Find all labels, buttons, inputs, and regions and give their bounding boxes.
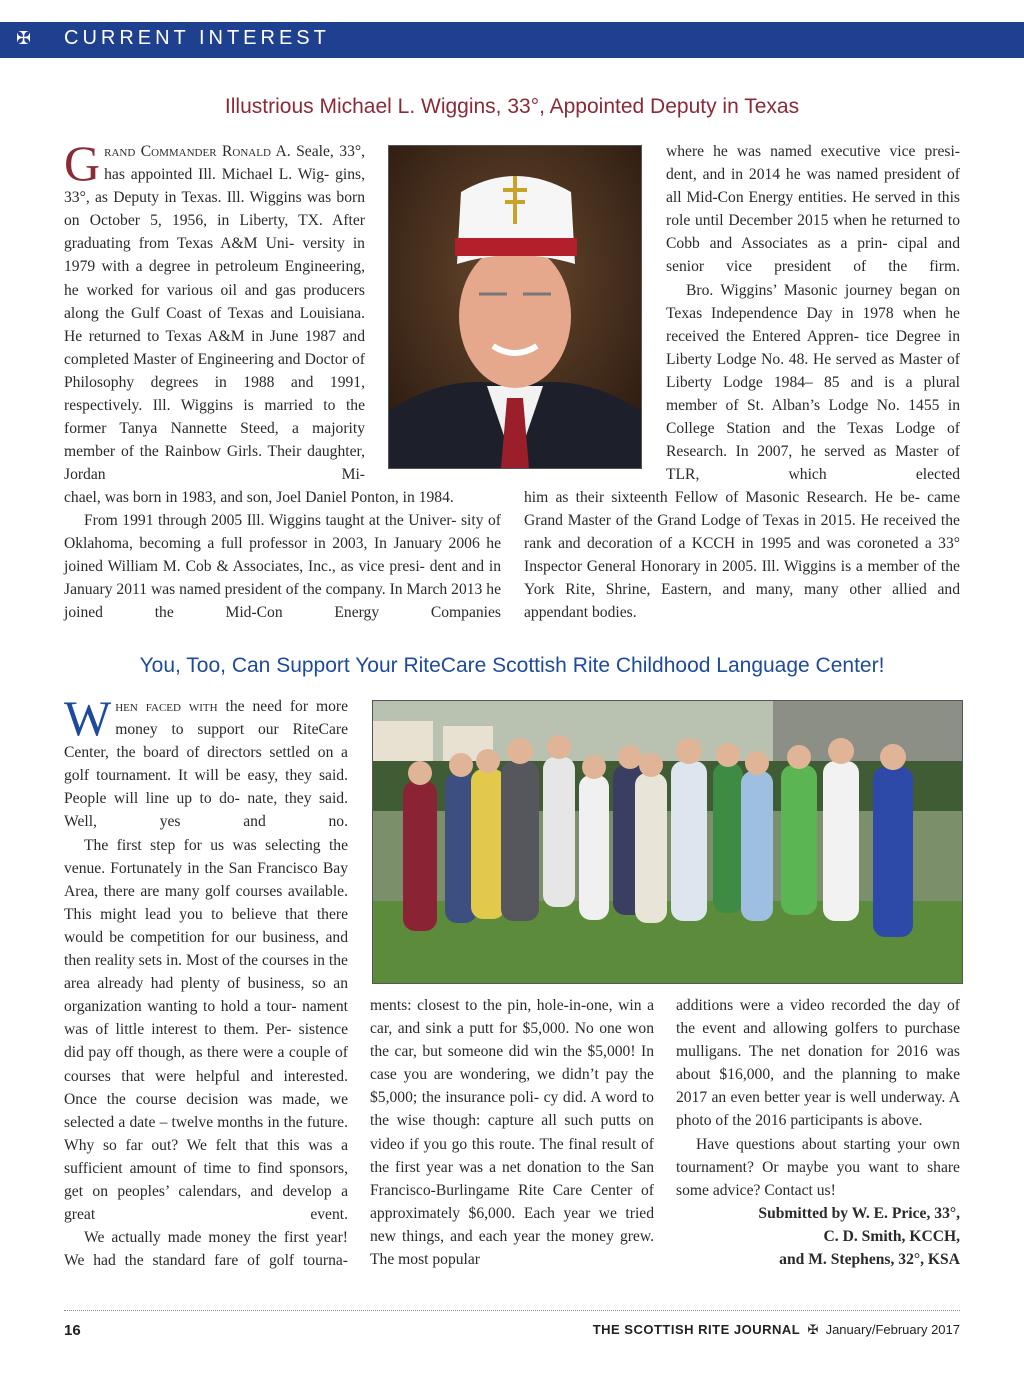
cross-ornament-icon: ✠ [16, 28, 32, 49]
dropcap-g: G [64, 135, 101, 191]
section-label: CURRENT INTEREST [64, 27, 330, 49]
journal-name: THE SCOTTISH RITE JOURNAL [592, 1322, 801, 1337]
footer-journal-info [593, 1322, 960, 1338]
article-1-col-1-text: rand Commander Ronald A. Seale, 33°, has appointed Ill. Michael L. Wig- gins, 33°, as Deputy in Texas. Ill. Wiggins was born on October 5, 1956, in Liberty, TX. After graduating from Texas A&M Uni- versity in 1979 with a degree in petroleum Engineering, he worked for various oil and gas producers along the Gulf Coast of Texas and Louisiana. He returned to Texas A&M in June 1987 and completed Master of Engineering and Doctor of Philosophy degrees in 1988 and 1991, respectively. Ill. Wiggins is married to the former Tanya Nannette Steed, a majority member of the Rainbow Girls. Their daughter, Jordan Mi- [64, 143, 366, 484]
section-banner [0, 22, 1024, 58]
footer-divider [64, 1310, 960, 1311]
text-paragraph: ments: closest to the pin, hole-in-one, win a car, and sink a putt for $5,000. No one won the car, but someone did win the $5,000! In case you are wondering, we didn’t pay the $5,000; the insurance poli- cy did. A word to the wise though: capture all such putts on video if you go this route. The final result of the first year was a net donation to the San Francisco-Burlingame Rite Care Center of approximately $6,000. Each year we tried new things, and each year the money grew. The most popular [370, 997, 654, 1269]
text-paragraph: where he was named executive vice presi- dent, and in 2014 he was named president of all Mid-Con Energy entities. He served in this role until December 2015 when he returned to Cobb and Associates as a prin- cipal and senior vice president of the firm. [666, 143, 961, 276]
article-2-title: You, Too, Can Support Your RiteCare Scottish Rite Childhood Language Center! [139, 654, 885, 677]
lead-in-smallcaps: hen faced with [115, 698, 218, 715]
text-paragraph: him as their sixteenth Fellow of Masonic Research. He be- came Grand Master of the Grand Lodge of Texas in 2015. He received the rank and decoration of a KCCH in 1995 and was coroneted a 33° Inspector General Honorary in 2005. Ill. Wiggins is a member of the York Rite, Shrine, Eastern, and many, many other allied and appendant bodies. [524, 489, 960, 622]
text-paragraph: We actually made money the first year! We had the standard fare of golf tourna- [64, 1229, 348, 1270]
dropcap-w: W [64, 690, 112, 746]
article-1-title: Illustrious Michael L. Wiggins, 33°, Appointed Deputy in Texas [224, 95, 800, 118]
page-number: 16 [64, 1322, 81, 1339]
text-paragraph: Have questions about starting your own tournament? Or maybe you want to share some advice? Contact us! [676, 1135, 960, 1199]
article-1-column-1 [64, 135, 366, 486]
signature-line: and M. Stephens, 32°, KSA [779, 1251, 960, 1269]
signature-line: C. D. Smith, KCCH, [823, 1227, 960, 1245]
article-2-column-3 [676, 994, 960, 1271]
text-paragraph: From 1991 through 2005 Ill. Wiggins taught at the Univer- sity of Oklahoma, becoming a full professor in 2003, In January 2006 he joined William M. Cob & Associates, Inc., as vice presi- dent and in January 2011 was named president of the company. In March 2013 he joined the Mid-Con Energy Companies [64, 512, 502, 622]
cross-ornament-icon: ✠ [807, 1322, 819, 1337]
text-paragraph: Bro. Wiggins’ Masonic journey began on Texas Independence Day in 1978 when he received the Entered Appren- tice Degree in Liberty Lodge No. 48. He served as Master of Liberty Lodge 1984– 85 and is a plural member of St. Alban’s Lodge No. 1455 in College Station and the Texas Lodge of Research. In 2007, he served as Master of TLR, which elected [666, 281, 961, 484]
golf-group-photo [372, 700, 963, 984]
article-2-column-1 [64, 690, 349, 1272]
article-1-column-1-wide [64, 486, 501, 625]
article-1-column-2-wide [524, 486, 960, 625]
issue-date: January/February 2017 [825, 1322, 960, 1337]
text-paragraph: The first step for us was selecting the venue. Fortunately in the San Francisco Bay Area, there are many golf courses available. This might lead you to believe that there would be competition for our business, and then reality sets in. Most of the courses in the area already had plenty of business, so an organization wanting to hold a tour- nament was of little interest to them. Per- sistence did pay off though, as there were a couple of courses that were helpful and interested. Once the course decision was made, we selected a date – twelve months in the future. Why so far out? We felt that this was a sufficient amount of time to find sponsors, get on peoples’ calendars, and develop a great event. [64, 836, 349, 1224]
article-2-column-2 [370, 994, 654, 1271]
lead-in-smallcaps: rand Commander Ronald [104, 143, 271, 160]
text-paragraph: hen faced with the need for more money to support our RiteCare Center, the board of directors settled on a golf tournament. It will be easy, they said. People will line up to do- nate, they said. Well, yes and no. [64, 698, 348, 831]
article-1-column-2 [666, 140, 960, 486]
text-paragraph: additions were a video recorded the day of the event and allowing golfers to purchase mulligans. The net donation for 2016 was about $16,000, and the planning to make 2017 an even better year is well underway. A photo of the 2016 participants is above. [676, 997, 961, 1130]
signature-line: Submitted by W. E. Price, 33°, [758, 1204, 960, 1222]
portrait-photo [388, 145, 642, 469]
text-line: chael, was born in 1983, and son, Joel Daniel Ponton, in 1984. [64, 489, 454, 506]
